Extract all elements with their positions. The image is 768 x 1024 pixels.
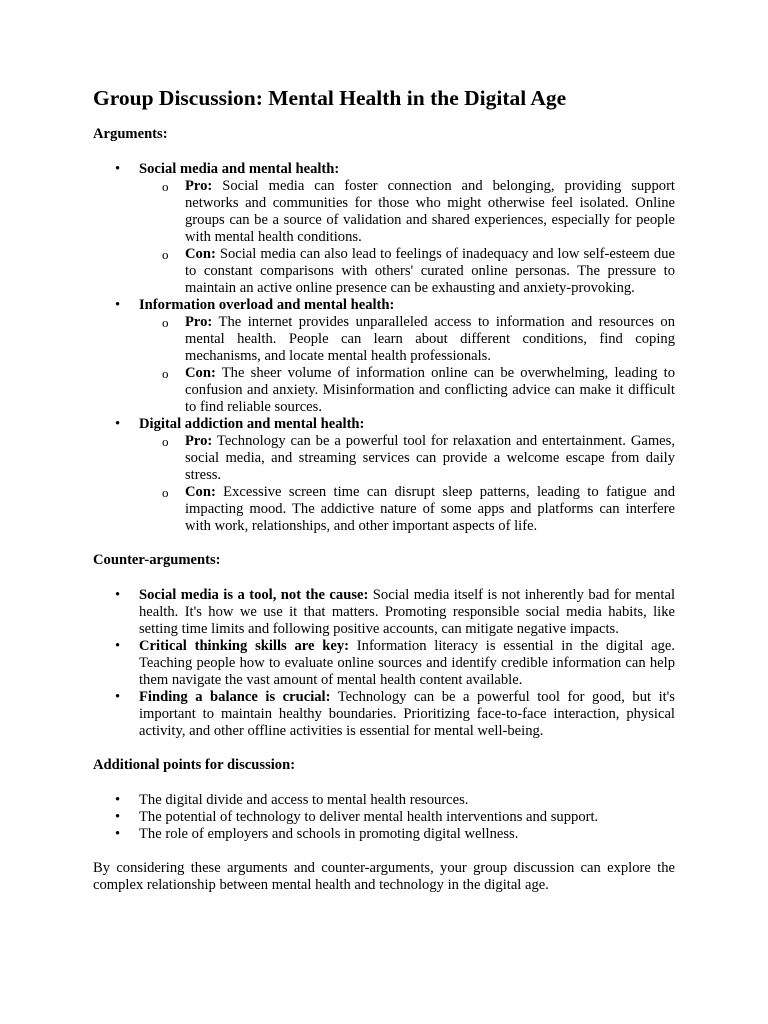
- counter-argument-text: Technology can be a powerful tool for good, but it's important to maintain healthy boundaries. Prioritizing face-to-face interaction, physical activity, and other offline activities is essential for mental well-being.: [139, 688, 675, 739]
- pro-text: The internet provides unparalleled access to information and resources on mental health. People can learn about different conditions, find coping mechanisms, and locate mental health professionals.: [185, 313, 675, 364]
- con-item: [139, 365, 675, 416]
- argument-item: [93, 297, 675, 416]
- argument-topic: Social media and mental health:: [139, 160, 340, 177]
- additional-point-item: [93, 826, 675, 843]
- bullet-marker: •: [115, 808, 121, 825]
- counter-argument-item: [93, 638, 675, 689]
- counter-argument-text: Social media itself is not inherently bad for mental health. It's how we use it that matters. Promoting responsible social media habits, like setting time limits and following positive accounts, can mitigate negative impacts.: [139, 586, 676, 637]
- con-text: The sheer volume of information online can be overwhelming, leading to confusion and anxiety. Misinformation and conflicting advice can make it difficult to find reliable sources.: [185, 364, 675, 415]
- bullet-marker: •: [115, 791, 121, 808]
- pro-label: Pro:: [185, 313, 213, 330]
- con-label: Con:: [185, 483, 216, 500]
- spacer: [93, 843, 675, 860]
- con-text: Social media can also lead to feelings of inadequacy and low self-esteem due to constant comparisons with others' curated online personas. The pressure to maintain an active online presence can be exhausting and anxiety-provoking.: [185, 245, 675, 296]
- sub-bullet-marker: o: [162, 365, 169, 381]
- additional-point-item: [93, 792, 675, 809]
- counter-argument-item: [93, 689, 675, 740]
- arguments-heading: Arguments:: [93, 125, 168, 142]
- sub-bullet-marker: o: [162, 246, 169, 262]
- additional-point-text: The digital divide and access to mental health resources.: [139, 791, 469, 808]
- counter-argument-item: [93, 587, 675, 638]
- counter-argument-label: Social media is a tool, not the cause:: [139, 586, 369, 603]
- conclusion-paragraph: By considering these arguments and counter-arguments, your group discussion can explore the complex relationship between mental health and technology in the digital age.: [93, 859, 675, 893]
- additional-points-list: [93, 792, 675, 843]
- pro-item: [139, 314, 675, 365]
- additional-point-text: The role of employers and schools in promoting digital wellness.: [139, 825, 519, 842]
- argument-sublist: [139, 314, 675, 416]
- bullet-marker: •: [115, 296, 121, 313]
- counter-arguments-list: [93, 587, 675, 740]
- con-item: [139, 246, 675, 297]
- bullet-marker: •: [115, 160, 121, 177]
- pro-text: Social media can foster connection and belonging, providing support networks and communities for those who might otherwise feel isolated. Online groups can be a source of validation and shared experiences, especially for people with mental health conditions.: [185, 177, 675, 245]
- bullet-marker: •: [115, 825, 121, 842]
- counter-argument-label: Critical thinking skills are key:: [139, 637, 350, 654]
- pro-item: [139, 433, 675, 484]
- argument-item: [93, 161, 675, 297]
- sub-bullet-marker: o: [162, 314, 169, 330]
- argument-topic: Digital addiction and mental health:: [139, 415, 365, 432]
- argument-topic: Information overload and mental health:: [139, 296, 395, 313]
- argument-sublist: [139, 178, 675, 297]
- sub-bullet-marker: o: [162, 433, 169, 449]
- counter-argument-text: Information literacy is essential in the digital age. Teaching people how to evaluate online sources and identify credible information can help them navigate the vast amount of mental health content available.: [139, 637, 675, 688]
- spacer: [93, 535, 675, 552]
- pro-label: Pro:: [185, 432, 213, 449]
- con-label: Con:: [185, 245, 216, 262]
- bullet-marker: •: [115, 586, 121, 603]
- bullet-marker: •: [115, 688, 121, 705]
- counter-argument-label: Finding a balance is crucial:: [139, 688, 331, 705]
- argument-sublist: [139, 433, 675, 535]
- pro-item: [139, 178, 675, 246]
- bullet-marker: •: [115, 415, 121, 432]
- additional-point-text: The potential of technology to deliver mental health interventions and support.: [139, 808, 599, 825]
- arguments-list: [93, 161, 675, 535]
- pro-text: Technology can be a powerful tool for relaxation and entertainment. Games, social media, and streaming services can provide a welcome escape from daily stress.: [185, 432, 675, 483]
- con-text: Excessive screen time can disrupt sleep patterns, leading to fatigue and impacting mood. The addictive nature of some apps and platforms can interfere with work, relationships, and other important aspects of life.: [185, 483, 675, 534]
- sub-bullet-marker: o: [162, 178, 169, 194]
- document-page: [93, 86, 675, 894]
- con-label: Con:: [185, 364, 216, 381]
- con-item: [139, 484, 675, 535]
- spacer: [93, 740, 675, 757]
- additional-point-item: [93, 809, 675, 826]
- argument-item: [93, 416, 675, 535]
- document-title: Group Discussion: Mental Health in the Digital Age: [93, 86, 567, 110]
- pro-label: Pro:: [185, 177, 213, 194]
- bullet-marker: •: [115, 637, 121, 654]
- sub-bullet-marker: o: [162, 484, 169, 500]
- counter-arguments-heading: Counter-arguments:: [93, 551, 221, 568]
- additional-points-heading: Additional points for discussion:: [93, 756, 296, 773]
